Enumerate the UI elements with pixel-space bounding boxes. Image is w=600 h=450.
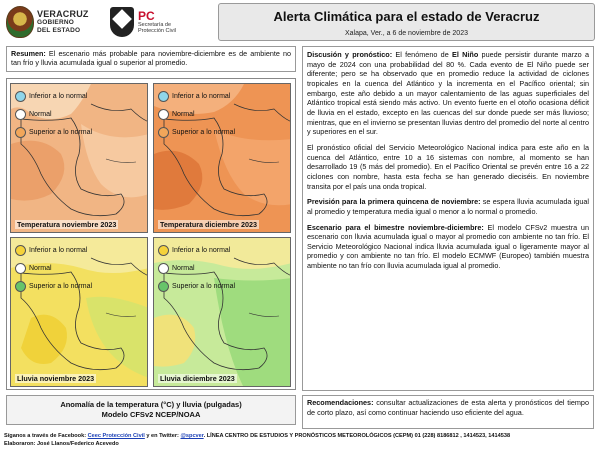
above-normal-swatch — [15, 127, 26, 138]
below-normal-swatch — [158, 91, 169, 102]
recommendations-box — [302, 395, 594, 429]
map-legend: Inferior a lo normal Normal Superior a lo normal — [158, 244, 235, 292]
map-caption: Lluvia diciembre 2023 — [160, 374, 235, 383]
map-legend: Inferior a lo normal Normal Superior a lo normal — [15, 90, 92, 138]
summary-box — [6, 46, 296, 72]
maps-caption-box — [6, 395, 296, 425]
logo-del-estado: DEL ESTADO — [37, 26, 81, 34]
facebook-link[interactable]: Ceec Protección Civil — [87, 433, 145, 439]
map-caption: Temperatura noviembre 2023 — [17, 220, 117, 229]
page-title: Alerta Climática para el estado de Veracruz — [273, 9, 540, 24]
maps-caption-model: Modelo CFSv2 NCEP/NOAA — [101, 410, 201, 419]
above-normal-swatch — [158, 127, 169, 138]
logo-pc-line1: Secretaría de — [138, 21, 172, 28]
normal-swatch — [15, 263, 26, 274]
veracruz-government-logo — [6, 4, 96, 40]
map-rain-december — [153, 237, 291, 387]
footer-contact-line: Síganos a través de Facebook: Ceec Protección Civil y en Twitter: @spcver. LÍNEA CENTRO DE ESTUDIOS Y PRONÓSTICOS METEOROLÓGICOS (CEPM) 01 (228) 8186812 , 1414523, 1414538 — [4, 433, 511, 439]
normal-swatch — [158, 109, 169, 120]
discussion-panel — [302, 46, 594, 391]
shield-icon — [110, 7, 134, 37]
summary-label: Resumen: — [11, 49, 46, 58]
normal-swatch — [158, 263, 169, 274]
above-normal-swatch — [15, 281, 26, 292]
bimester-scenario-paragraph: Escenario para el bimestre noviembre-diciembre: El modelo CFSv2 muestra un escenario con lluvia acumulada igual o mayor al promedio con ambiente no tan frío. El Servicio Meteorológico Nacional indica lluvia acumulada igual o ligeramente mayor al promedio y con ambiente no tan frío. El modelo ECMWF (Europeo) también muestra ambiente no tan frío con lluvia acumulada igual al promedio. — [307, 222, 589, 271]
map-legend: Inferior a lo normal Normal Superior a lo normal — [158, 90, 235, 138]
map-legend: Inferior a lo normal Normal Superior a lo normal — [15, 244, 92, 292]
below-normal-swatch — [158, 245, 169, 256]
map-caption: Lluvia noviembre 2023 — [17, 374, 95, 383]
state-seal-icon — [6, 6, 34, 38]
first-fortnight-paragraph: Previsión para la primera quincena de noviembre: se espera lluvia acumulada igual al promedio y temperatura media igual o menor a lo normal o promedio. — [307, 197, 589, 216]
footer — [4, 432, 598, 448]
logo-pc-acronym: PC — [138, 8, 155, 23]
map-caption: Temperatura diciembre 2023 — [160, 220, 257, 229]
footer-authors: Elaboraron: José Llanos/Federico Acevedo — [4, 441, 119, 447]
map-temperature-november — [10, 83, 148, 233]
below-normal-swatch — [15, 245, 26, 256]
logo-state-name: VERACRUZ — [37, 9, 89, 19]
forecast-maps-panel — [6, 78, 296, 390]
logo-gobierno: GOBIERNO — [37, 19, 74, 26]
map-rain-november — [10, 237, 148, 387]
issue-date: Xalapa, Ver., a 6 de noviembre de 2023 — [345, 30, 468, 37]
title-box — [218, 3, 595, 41]
logo-pc-line2: Protección Civil — [138, 28, 176, 34]
normal-swatch — [15, 109, 26, 120]
hurricane-season-paragraph: El pronóstico oficial del Servicio Meteorológico Nacional indica para este año en la cuenca del Atlántico, entre 10 a 16 sistemas con nombre, al momento se han desarrollado 19 (5 más del promedio). En el Pacífico Oriental se prevén entre 16 a 22 ciclones con nombre, hasta esta fecha se han generado dieciséis. En noviembre transita por el país una onda tropical. — [307, 142, 589, 191]
maps-caption-title: Anomalía de la temperatura (°C) y lluvia (pulgadas) — [60, 400, 242, 409]
twitter-link[interactable]: @spcver — [180, 433, 204, 439]
below-normal-swatch — [15, 91, 26, 102]
map-temperature-december — [153, 83, 291, 233]
header — [0, 0, 600, 44]
summary-text: El escenario más probable para noviembre-diciembre es de ambiente no tan frío y lluvia acumulada igual o superior al promedio. — [11, 49, 291, 67]
proteccion-civil-logo — [110, 4, 205, 40]
recommendations-text: consultar actualizaciones de esta alerta y pronósticos del tiempo de corto plazo, así como continuar haciendo uso eficiente del agua. — [307, 398, 589, 417]
above-normal-swatch — [158, 281, 169, 292]
discussion-paragraph: Discusión y pronóstico: El fenómeno de El Niño puede persistir durante marzo a mayo de 2024 con una probabilidad del 80 %. Cada evento de El Niño puede ser diferente; pero se ha observado que en promedio reduce la actividad de ciclones tropicales en la cuenca del Atlántico y la incrementa en el Pacífico oriental; sin embargo, este año debido a un mayor calentamiento de las aguas superficiales del Atlántico tropical está siendo más activo. Un evento fuerte en el otoño ocasiona déficit de lluvia en el estado, excepto en las cuencas del sur donde puede ser más lluvioso; mientras, que en el invierno se presentan lluvias dentro del promedio del norte al centro y superiores en el sur. — [307, 50, 589, 137]
recommendations-label: Recomendaciones: — [307, 398, 374, 407]
